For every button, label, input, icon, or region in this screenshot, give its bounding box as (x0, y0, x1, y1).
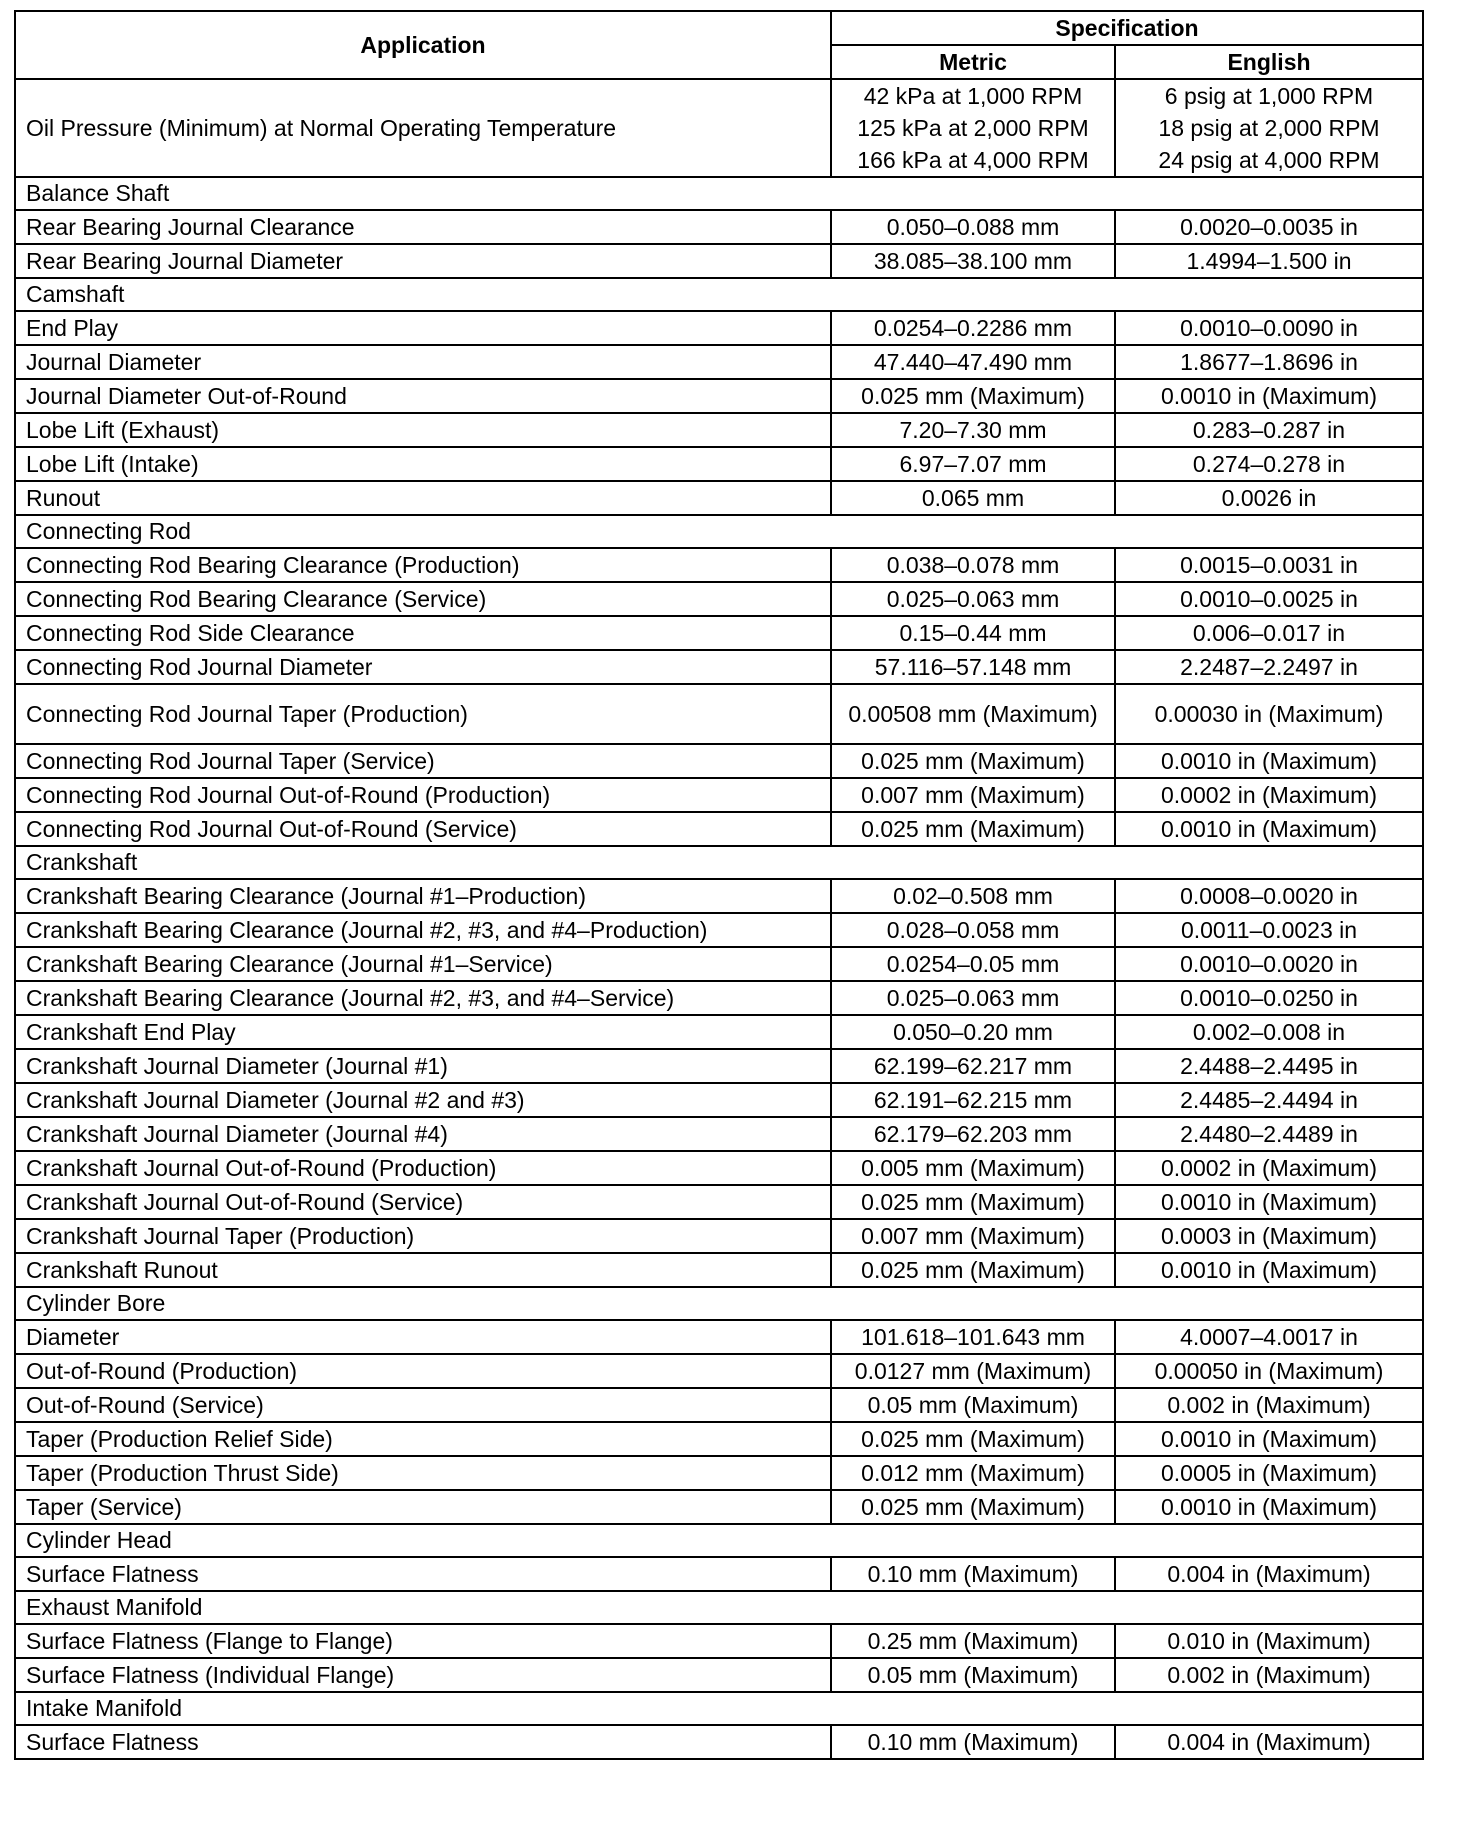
table-row (15, 1185, 1423, 1219)
table-row (15, 447, 1423, 481)
section-row (15, 177, 1423, 210)
metric-cell: 0.00508 mm (Maximum) (831, 684, 1115, 744)
application-cell: Connecting Rod Side Clearance (15, 616, 831, 650)
application-cell: Rear Bearing Journal Diameter (15, 244, 831, 278)
table-row (15, 1388, 1423, 1422)
application-cell: Crankshaft Journal Taper (Production) (15, 1219, 831, 1253)
english-cell: 0.0010–0.0020 in (1115, 947, 1423, 981)
metric-cell: 0.025–0.063 mm (831, 582, 1115, 616)
application-cell: Surface Flatness (Individual Flange) (15, 1658, 831, 1692)
application-cell: Connecting Rod Journal Taper (Service) (15, 744, 831, 778)
metric-cell: 0.0127 mm (Maximum) (831, 1354, 1115, 1388)
table-body (15, 79, 1423, 1759)
table-row (15, 1015, 1423, 1049)
table-row (15, 1725, 1423, 1759)
section-title: Cylinder Bore (15, 1287, 1423, 1320)
metric-cell: 38.085–38.100 mm (831, 244, 1115, 278)
english-cell: 0.0010–0.0250 in (1115, 981, 1423, 1015)
application-cell: Crankshaft Bearing Clearance (Journal #2, #3, and #4–Service) (15, 981, 831, 1015)
english-cell: 0.0002 in (Maximum) (1115, 1151, 1423, 1185)
english-cell: 0.274–0.278 in (1115, 447, 1423, 481)
table-row (15, 481, 1423, 515)
metric-cell: 0.025 mm (Maximum) (831, 812, 1115, 846)
application-cell: Out-of-Round (Production) (15, 1354, 831, 1388)
oil-pressure-label: Oil Pressure (Minimum) at Normal Operating Temperature (15, 79, 831, 177)
metric-cell: 0.0254–0.05 mm (831, 947, 1115, 981)
table-row (15, 1490, 1423, 1524)
metric-cell: 0.012 mm (Maximum) (831, 1456, 1115, 1490)
english-cell: 0.0008–0.0020 in (1115, 879, 1423, 913)
table-row (15, 812, 1423, 846)
metric-cell: 0.007 mm (Maximum) (831, 778, 1115, 812)
spec-sheet (14, 10, 1422, 1760)
english-cell: 0.0010–0.0025 in (1115, 582, 1423, 616)
section-title: Intake Manifold (15, 1692, 1423, 1725)
application-cell: Journal Diameter Out-of-Round (15, 379, 831, 413)
english-cell: 0.0002 in (Maximum) (1115, 778, 1423, 812)
section-title: Balance Shaft (15, 177, 1423, 210)
english-cell: 0.0010 in (Maximum) (1115, 379, 1423, 413)
application-cell: Out-of-Round (Service) (15, 1388, 831, 1422)
english-cell: 0.0020–0.0035 in (1115, 210, 1423, 244)
english-cell: 2.4480–2.4489 in (1115, 1117, 1423, 1151)
metric-cell: 0.005 mm (Maximum) (831, 1151, 1115, 1185)
english-cell: 0.0026 in (1115, 481, 1423, 515)
table-row (15, 778, 1423, 812)
metric-cell: 0.025 mm (Maximum) (831, 1490, 1115, 1524)
english-cell: 4.0007–4.0017 in (1115, 1320, 1423, 1354)
application-cell: Crankshaft Journal Out-of-Round (Service) (15, 1185, 831, 1219)
metric-cell: 57.116–57.148 mm (831, 650, 1115, 684)
english-cell: 0.0010 in (Maximum) (1115, 1422, 1423, 1456)
english-cell: 0.0010 in (Maximum) (1115, 812, 1423, 846)
table-row (15, 684, 1423, 744)
application-cell: Lobe Lift (Exhaust) (15, 413, 831, 447)
english-cell: 0.010 in (Maximum) (1115, 1624, 1423, 1658)
metric-cell: 0.025 mm (Maximum) (831, 1422, 1115, 1456)
table-row (15, 311, 1423, 345)
english-cell: 2.4488–2.4495 in (1115, 1049, 1423, 1083)
application-cell: Connecting Rod Bearing Clearance (Service) (15, 582, 831, 616)
metric-cell: 0.007 mm (Maximum) (831, 1219, 1115, 1253)
table-row (15, 1456, 1423, 1490)
section-title: Connecting Rod (15, 515, 1423, 548)
specification-table (14, 10, 1424, 1760)
metric-cell: 0.025 mm (Maximum) (831, 744, 1115, 778)
application-cell: Taper (Production Thrust Side) (15, 1456, 831, 1490)
metric-cell: 101.618–101.643 mm (831, 1320, 1115, 1354)
table-row (15, 1658, 1423, 1692)
metric-cell: 0.028–0.058 mm (831, 913, 1115, 947)
metric-cell: 0.02–0.508 mm (831, 879, 1115, 913)
metric-cell: 0.025 mm (Maximum) (831, 1253, 1115, 1287)
table-row (15, 582, 1423, 616)
table-row (15, 1253, 1423, 1287)
application-cell: Runout (15, 481, 831, 515)
english-cell: 0.0005 in (Maximum) (1115, 1456, 1423, 1490)
table-row (15, 1219, 1423, 1253)
oil-pressure-metric (831, 79, 1115, 177)
section-row (15, 278, 1423, 311)
metric-cell: 7.20–7.30 mm (831, 413, 1115, 447)
table-row (15, 947, 1423, 981)
section-row (15, 1591, 1423, 1624)
table-row (15, 1557, 1423, 1591)
table-row (15, 413, 1423, 447)
english-cell: 2.2487–2.2497 in (1115, 650, 1423, 684)
application-cell: Crankshaft Bearing Clearance (Journal #1–Service) (15, 947, 831, 981)
english-cell: 0.002–0.008 in (1115, 1015, 1423, 1049)
table-row (15, 1624, 1423, 1658)
metric-cell: 0.10 mm (Maximum) (831, 1557, 1115, 1591)
metric-cell: 0.25 mm (Maximum) (831, 1624, 1115, 1658)
table-row (15, 1320, 1423, 1354)
application-cell: Crankshaft Journal Diameter (Journal #4) (15, 1117, 831, 1151)
metric-cell: 0.15–0.44 mm (831, 616, 1115, 650)
metric-cell: 0.0254–0.2286 mm (831, 311, 1115, 345)
application-cell: Connecting Rod Journal Diameter (15, 650, 831, 684)
application-cell: Surface Flatness (15, 1557, 831, 1591)
section-title: Exhaust Manifold (15, 1591, 1423, 1624)
metric-header: Metric (831, 45, 1115, 79)
section-row (15, 1524, 1423, 1557)
oil-pressure-english (1115, 79, 1423, 177)
oil-pressure-metric-line: 125 kPa at 2,000 RPM (857, 115, 1089, 141)
table-row (15, 1117, 1423, 1151)
specification-header: Specification (831, 11, 1423, 45)
english-cell: 0.0010 in (Maximum) (1115, 744, 1423, 778)
metric-cell: 0.05 mm (Maximum) (831, 1388, 1115, 1422)
table-row (15, 345, 1423, 379)
application-cell: Surface Flatness (Flange to Flange) (15, 1624, 831, 1658)
oil-pressure-metric-line: 166 kPa at 4,000 RPM (857, 147, 1089, 173)
application-cell: End Play (15, 311, 831, 345)
table-row (15, 1422, 1423, 1456)
english-cell: 0.00030 in (Maximum) (1115, 684, 1423, 744)
metric-cell: 62.199–62.217 mm (831, 1049, 1115, 1083)
metric-cell: 0.038–0.078 mm (831, 548, 1115, 582)
application-cell: Surface Flatness (15, 1725, 831, 1759)
application-cell: Crankshaft Journal Diameter (Journal #1) (15, 1049, 831, 1083)
metric-cell: 0.065 mm (831, 481, 1115, 515)
english-cell: 0.0015–0.0031 in (1115, 548, 1423, 582)
metric-cell: 62.179–62.203 mm (831, 1117, 1115, 1151)
table-row (15, 1151, 1423, 1185)
metric-cell: 0.025–0.063 mm (831, 981, 1115, 1015)
english-cell: 0.0011–0.0023 in (1115, 913, 1423, 947)
section-title: Crankshaft (15, 846, 1423, 879)
english-cell: 0.002 in (Maximum) (1115, 1658, 1423, 1692)
english-cell: 0.004 in (Maximum) (1115, 1557, 1423, 1591)
english-cell: 1.4994–1.500 in (1115, 244, 1423, 278)
section-row (15, 846, 1423, 879)
application-cell: Lobe Lift (Intake) (15, 447, 831, 481)
application-cell: Crankshaft Bearing Clearance (Journal #2, #3, and #4–Production) (15, 913, 831, 947)
english-cell: 0.0010 in (Maximum) (1115, 1490, 1423, 1524)
english-cell: 0.0010 in (Maximum) (1115, 1253, 1423, 1287)
application-cell: Connecting Rod Journal Out-of-Round (Production) (15, 778, 831, 812)
application-cell: Crankshaft Journal Diameter (Journal #2 and #3) (15, 1083, 831, 1117)
section-row (15, 515, 1423, 548)
section-title: Camshaft (15, 278, 1423, 311)
table-row (15, 1049, 1423, 1083)
table-row (15, 616, 1423, 650)
table-row (15, 379, 1423, 413)
english-cell: 0.0010–0.0090 in (1115, 311, 1423, 345)
application-cell: Crankshaft Bearing Clearance (Journal #1–Production) (15, 879, 831, 913)
english-cell: 0.002 in (Maximum) (1115, 1388, 1423, 1422)
english-cell: 0.0003 in (Maximum) (1115, 1219, 1423, 1253)
application-cell: Taper (Service) (15, 1490, 831, 1524)
english-cell: 1.8677–1.8696 in (1115, 345, 1423, 379)
table-row (15, 244, 1423, 278)
application-cell: Diameter (15, 1320, 831, 1354)
table-header (15, 11, 1423, 79)
metric-cell: 62.191–62.215 mm (831, 1083, 1115, 1117)
table-row (15, 1083, 1423, 1117)
section-row (15, 1287, 1423, 1320)
metric-cell: 0.050–0.20 mm (831, 1015, 1115, 1049)
table-row (15, 1354, 1423, 1388)
section-row (15, 1692, 1423, 1725)
application-cell: Taper (Production Relief Side) (15, 1422, 831, 1456)
application-header: Application (15, 11, 831, 79)
table-row (15, 879, 1423, 913)
metric-cell: 0.025 mm (Maximum) (831, 379, 1115, 413)
oil-pressure-row (15, 79, 1423, 177)
application-cell: Crankshaft Runout (15, 1253, 831, 1287)
table-row (15, 981, 1423, 1015)
oil-pressure-english-line: 24 psig at 4,000 RPM (1158, 147, 1380, 173)
metric-cell: 0.05 mm (Maximum) (831, 1658, 1115, 1692)
application-cell: Connecting Rod Journal Out-of-Round (Service) (15, 812, 831, 846)
application-cell: Journal Diameter (15, 345, 831, 379)
application-cell: Crankshaft Journal Out-of-Round (Production) (15, 1151, 831, 1185)
application-cell: Connecting Rod Bearing Clearance (Production) (15, 548, 831, 582)
metric-cell: 0.10 mm (Maximum) (831, 1725, 1115, 1759)
english-cell: 0.0010 in (Maximum) (1115, 1185, 1423, 1219)
english-cell: 0.00050 in (Maximum) (1115, 1354, 1423, 1388)
application-cell: Crankshaft End Play (15, 1015, 831, 1049)
table-row (15, 913, 1423, 947)
oil-pressure-metric-line: 42 kPa at 1,000 RPM (863, 83, 1083, 109)
oil-pressure-english-line: 18 psig at 2,000 RPM (1158, 115, 1380, 141)
oil-pressure-english-line: 6 psig at 1,000 RPM (1164, 83, 1374, 109)
metric-cell: 0.025 mm (Maximum) (831, 1185, 1115, 1219)
english-cell: 0.283–0.287 in (1115, 413, 1423, 447)
metric-cell: 47.440–47.490 mm (831, 345, 1115, 379)
english-header: English (1115, 45, 1423, 79)
english-cell: 0.004 in (Maximum) (1115, 1725, 1423, 1759)
english-cell: 2.4485–2.4494 in (1115, 1083, 1423, 1117)
application-cell: Connecting Rod Journal Taper (Production) (15, 684, 831, 744)
metric-cell: 0.050–0.088 mm (831, 210, 1115, 244)
english-cell: 0.006–0.017 in (1115, 616, 1423, 650)
table-row (15, 210, 1423, 244)
table-row (15, 548, 1423, 582)
metric-cell: 6.97–7.07 mm (831, 447, 1115, 481)
section-title: Cylinder Head (15, 1524, 1423, 1557)
table-row (15, 650, 1423, 684)
table-row (15, 744, 1423, 778)
application-cell: Rear Bearing Journal Clearance (15, 210, 831, 244)
